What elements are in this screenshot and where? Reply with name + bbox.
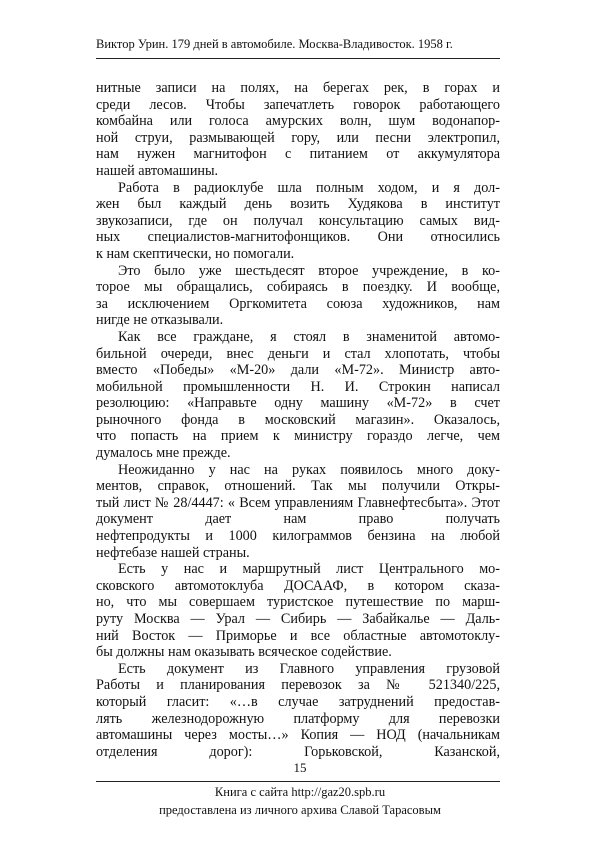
text-line: Это было уже шестьдесят второе учреждение, в ко- xyxy=(118,262,500,279)
text-line: к нам скептически, но помогали. xyxy=(96,245,295,262)
text-line: ментов, справок, отношений. Так мы получили Откры- xyxy=(96,478,500,495)
text-line: Неожиданно у нас на руках появилось много доку- xyxy=(118,461,500,478)
text-line: бильной очереди, внес деньги и стал хлопотать, чтобы xyxy=(96,345,500,362)
body-text xyxy=(96,80,500,760)
text-line: Есть документ из Главного управления грузовой xyxy=(118,660,500,677)
text-line: документ дает нам право получать xyxy=(96,511,500,528)
text-line: Есть у нас и маршрутный лист Центрального мо- xyxy=(118,561,500,578)
text-line: который гласит: «…в случае затруднений предостав- xyxy=(96,693,500,710)
text-line: ной струи, размывающей гору, или песни электропил, xyxy=(96,129,500,146)
text-line: руту Москва — Урал — Сибирь — Забайкалье — Даль- xyxy=(96,611,500,627)
text-line: резолюцию: «Направьте одну машину «М-72» в счет xyxy=(96,395,500,412)
text-line: что попасть на прием к министру гораздо легче, чем xyxy=(96,428,500,445)
text-line: автомашины через мосты…» Копия — НОД (начальникам xyxy=(96,727,500,744)
text-line: лять железнодорожную платформу для перевозки xyxy=(96,710,500,727)
text-line: нефтепродукты и 1000 килограммов бензина на любой xyxy=(96,528,500,545)
text-line: нитные записи на полях, на берегах рек, в горах и xyxy=(96,80,500,96)
header-divider xyxy=(96,58,500,59)
text-line: ных специалистов-магнитофонщиков. Они относились xyxy=(96,229,500,246)
text-line: сковского автомотоклуба ДОСААФ, в котором сказа- xyxy=(96,577,500,594)
text-line: думалось мне прежде. xyxy=(96,445,231,462)
footer-source-line: Книга с сайта http://gaz20.spb.ru xyxy=(214,785,386,799)
footer-credit-line: предоставлена из личного архива Славой Тарасовым xyxy=(159,803,441,817)
text-line: нигде не отказывали. xyxy=(96,312,224,329)
text-line: Как все граждане, я стоял в знаменитой автомо- xyxy=(118,328,500,345)
page-number: 15 xyxy=(293,760,307,775)
text-line: нам нужен магнитофон с питанием от аккумулятора xyxy=(96,146,500,163)
text-line: нефтебазе нашей страны. xyxy=(96,544,250,561)
text-line: но, что мы совершаем туристское путешествие по марш- xyxy=(96,594,500,611)
running-header: Виктор Урин. 179 дней в автомобиле. Москва-Владивосток. 1958 г. xyxy=(96,37,453,51)
text-line: рыночного фонда в московский магазин». Оказалось, xyxy=(96,411,500,428)
text-line: бы должны нам оказывать всяческое содействие. xyxy=(96,644,392,661)
text-line: звукозаписи, где он получал консультацию самых вид- xyxy=(96,212,500,229)
text-line: торое мы обращались, собираясь в поездку. И вообще, xyxy=(96,279,500,296)
text-line: Работы и планирования перевозок за № 521340/225, xyxy=(96,677,500,694)
text-line: среди лесов. Чтобы запечатлеть говорок работающего xyxy=(96,96,500,113)
text-line: отделения дорог): Горьковской, Казанской, xyxy=(96,743,500,760)
text-line: нашей автомашины. xyxy=(96,162,219,179)
text-line: за исключением Оргкомитета союза художников, нам xyxy=(96,295,500,312)
text-line: комбайна или голоса амурских волн, шум водонапор- xyxy=(96,113,500,130)
text-line: ний Восток — Приморье и все областные автомотоклу- xyxy=(96,627,500,644)
text-line: мобильной промышленности Н. И. Строкин написал xyxy=(96,378,500,395)
text-line: тый лист № 28/4447: « Всем управлениям Главнефтесбыта». Этот xyxy=(96,494,500,511)
footer-divider xyxy=(96,781,500,782)
text-line: вместо «Победы» «М-20» дали «М-72». Министр авто- xyxy=(96,362,500,379)
text-line: жен был каждый день возить Худякова в институт xyxy=(96,196,500,213)
text-line: Работа в радиоклубе шла полным ходом, и я дол- xyxy=(118,179,500,196)
